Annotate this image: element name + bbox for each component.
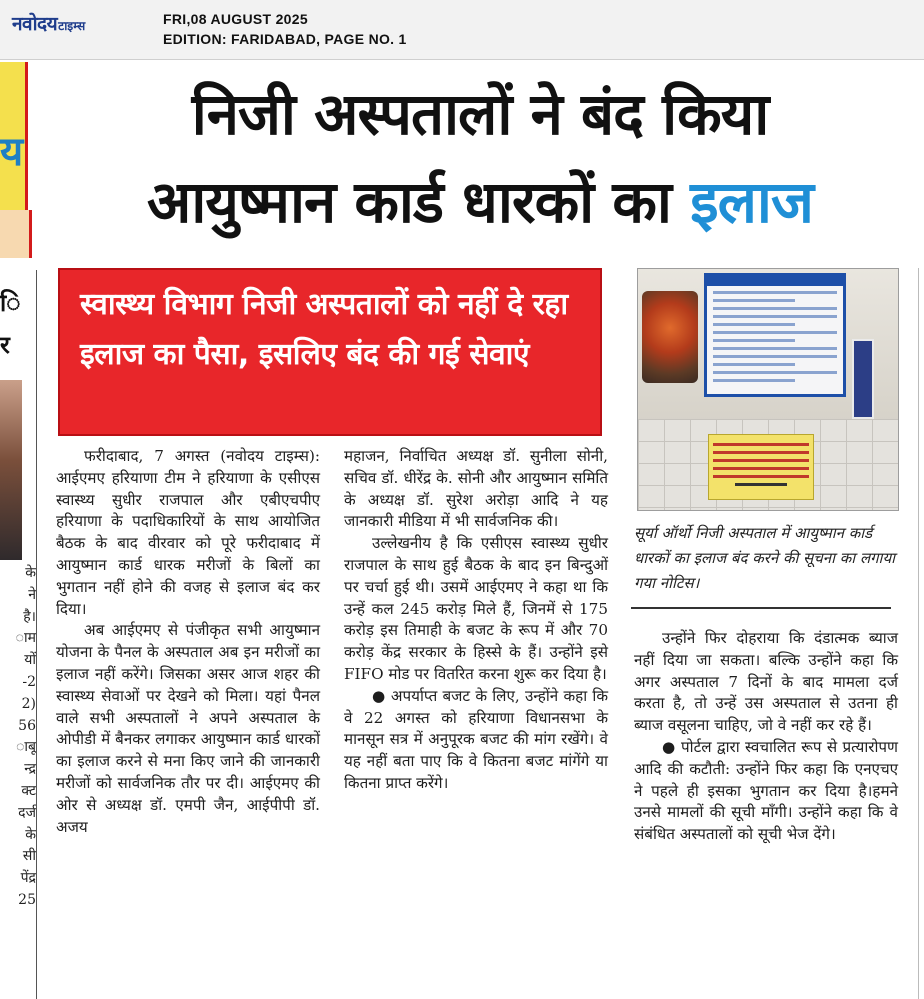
article-photo[interactable] xyxy=(637,268,899,511)
logo-sub-text: टाइम्स xyxy=(58,19,86,33)
logo-main-text: नवोदय xyxy=(12,13,58,35)
photo-info-board xyxy=(704,273,846,397)
adjacent-body-text: के ने है। ाम यों -2 2) 56 ाबू न्द्र क्ट दर्ज के सी पेंद्र 25 xyxy=(15,565,36,908)
headline-accent-word: इलाज xyxy=(690,168,813,236)
adjacent-banner-glyph: य xyxy=(0,129,24,175)
adjacent-photo xyxy=(0,380,22,560)
adjacent-banner-lower xyxy=(0,210,32,258)
paragraph: उल्लेखनीय है कि एसीएस स्वास्थ्य सुधीर राजपाल के साथ हुई बैठक के बाद इन बिन्दुओं पर चर्चा हुई थी। उसमें आईएमए ने कहा था कि उन्हें कल 245 करोड़ मिले हैं, जिनमें से 175 करोड़ इस तिमाही के बजट के रूप में और 70 करोड़ केंद्र सरकार के हिस्से के हैं। उन्होंने इसे FIFO मोड पर वितरित करना शुरू कर दिया है। xyxy=(344,534,608,683)
epaper-header xyxy=(0,0,924,60)
photo-yellow-notice xyxy=(708,434,814,500)
article-headline xyxy=(44,70,916,246)
headline-line-2: आयुष्मान कार्ड धारकों का इलाज xyxy=(147,168,813,236)
paragraph: उन्होंने फिर दोहराया कि दंडात्मक ब्याज नहीं दिया जा सकता। बल्कि उन्होंने कहा कि अगर अस्पताल 7 दिनों के बाद मामला दर्ज करता है, तो उन्हें उस अस्पताल से उतना ही ब्याज वसूलना चाहिए, जो वे नहीं कर रहे हैं। xyxy=(634,629,898,735)
fifo-term: FIFO xyxy=(344,664,384,683)
article-column-2 xyxy=(344,446,608,986)
column-divider xyxy=(36,270,37,999)
photo-poster xyxy=(852,339,874,419)
edition-page: EDITION: FARIDABAD, PAGE NO. 1 xyxy=(163,31,407,47)
paragraph: अब आईएमए से पंजीकृत सभी आयुष्मान योजना के पैनल के अस्पताल अब इन मरीजों का इलाज नहीं करेंगे। जिसका असर आज शहर की स्वास्थ्य सेवाओं पर देखने को मिला। यहां पैनल वाले सभी अस्पतालों ने अपने अस्पताल के ओपीडी में बैनकर लगाकर आयुष्मान कार्ड धारकों का इलाज करने से मना किए जाने की जानकारी मरीजों को सार्वजनिक तौर पर दी। आईएमए की ओर से अध्यक्ष डॉ. एमपी जैन, आईपीपी डॉ. अजय xyxy=(56,621,320,836)
photo-shrine xyxy=(642,291,698,383)
paragraph: महाजन, निर्वाचित अध्यक्ष डॉ. सुनीला सोनी, सचिव डॉ. धीरेंद्र के. सोनी और आयुष्मान समिति के अध्यक्ष डॉ. सुरेश अरोड़ा आदि ने यह जानकारी मीडिया में भी सार्वजनिक की। xyxy=(344,447,608,531)
article-column-1 xyxy=(56,446,320,986)
edition-meta xyxy=(163,9,407,49)
paragraph: फरीदाबाद, 7 अगस्त (नवोदय टाइम्स): आईएमए हरियाणा टीम ने हरियाणा के एसीएस स्वास्थ्य सुधीर राजपाल और एबीएचपीए हरियाणा के पदाधिकारियों के साथ आयोजित बैठक के बाद वीरवार को पूरे फरीदाबाद में आयुष्मान कार्ड धारक मरीजों के बिलों का भुगतान नहीं होने की वजह से इलाज बंद कर दिया। xyxy=(56,447,320,618)
adjacent-headline: ि र xyxy=(0,289,21,359)
subheadline-box xyxy=(58,268,602,436)
photo-caption: सूर्या ऑर्थो निजी अस्पताल में आयुष्मान कार्ड धारकों का इलाज बंद करने की सूचना का लगाया गया नोटिस। xyxy=(634,524,896,592)
newspaper-logo[interactable] xyxy=(12,10,86,35)
caption-rule xyxy=(631,607,891,609)
paragraph: ● पोर्टल द्वारा स्वचालित रूप से प्रत्यारोपण आदि की कटौती: उन्होंने फिर कहा कि एनएचए ने पहले ही इसका भुगतान कर दिया है।हमने उनसे मामलों की सूची माँगी। उन्होंने कहा कि वे संबंधित अस्पतालों को सूची भेज देंगे। xyxy=(634,737,898,844)
page-edge-rule xyxy=(918,268,919,999)
subheadline-text: स्वास्थ्य विभाग निजी अस्पतालों को नहीं दे रहा इलाज का पैसा, इसलिए बंद की गई सेवाएं xyxy=(80,287,568,372)
adjacent-story-strip xyxy=(0,60,36,999)
paragraph: ● अपर्याप्त बजट के लिए, उन्होंने कहा कि वे 22 अगस्त को हरियाणा विधानसभा के मानसून सत्र में अनुपूरक बजट की मांग रखेंगे। वे यह नहीं बता पाए कि वे कितना बजट मांगेंगे या कितना प्राप्त करेंगे। xyxy=(344,686,608,792)
issue-date: FRI,08 AUGUST 2025 xyxy=(163,11,308,27)
article-column-3 xyxy=(634,628,898,988)
headline-line-1: निजी अस्पतालों ने बंद किया xyxy=(191,80,769,148)
